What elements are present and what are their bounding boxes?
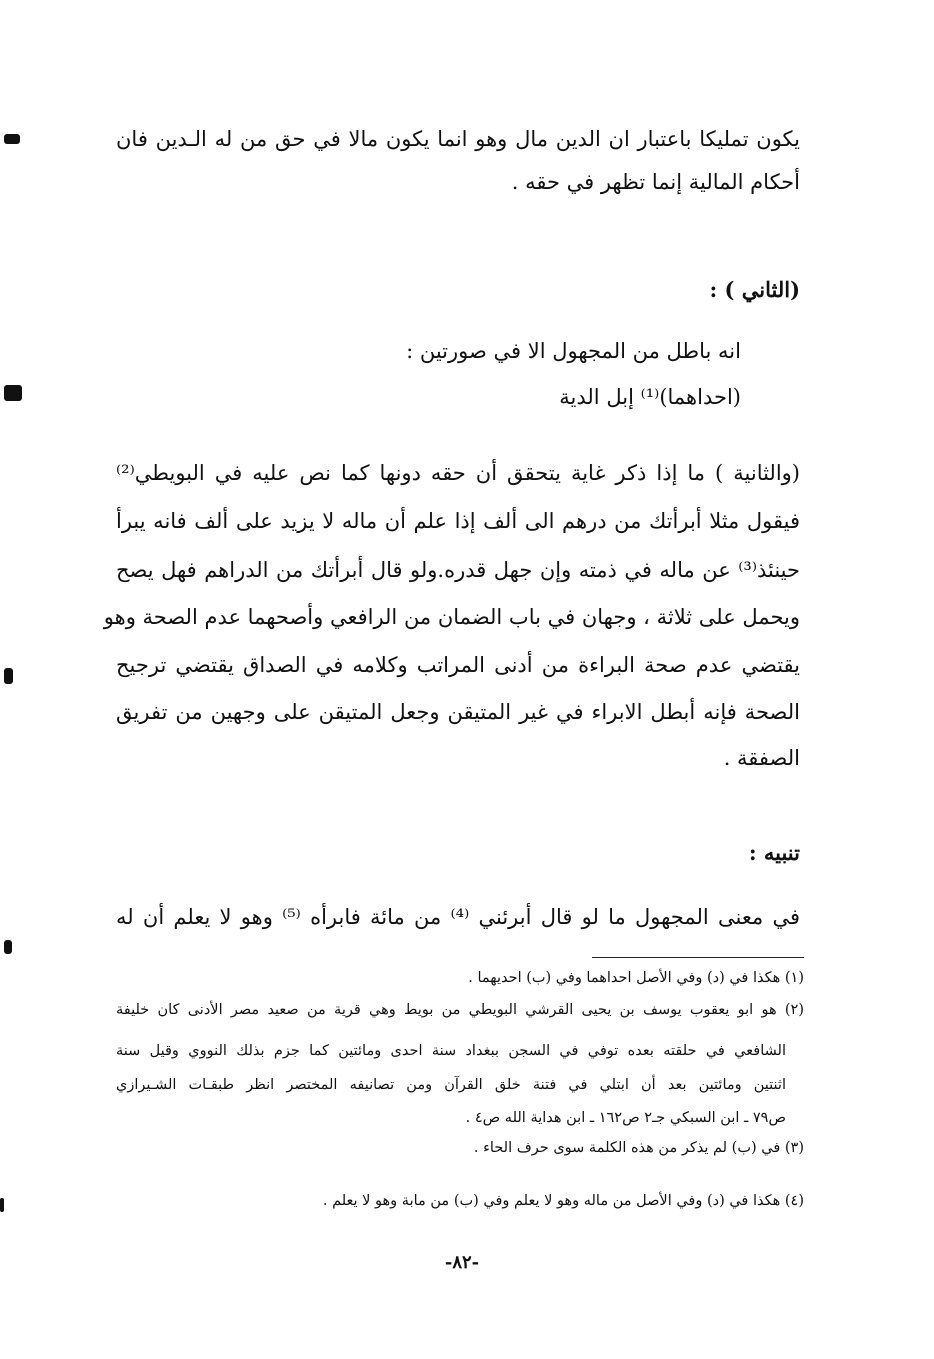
footnote: الشافعي في حلقته بعده توفي في السجن ببغداد سنة احدى ومائتين كما جزم بذلك النووي وقيل سنة: [116, 1043, 786, 1059]
body-text-line: الصحة فإنه أبطل الابراء في غير المتيقن وجعل المتيقن على وجهين من تفريق: [116, 700, 800, 724]
section-heading: (الثاني ) :: [709, 277, 800, 302]
margin-mark: [4, 668, 13, 684]
body-text-line: انه باطل من المجهول الا في صورتين :: [406, 339, 741, 363]
body-text-line: فيقول مثلا أبرأتك من درهم الى ألف إذا علم أن ماله لا يزيد على ألف فانه يبرأ: [116, 509, 800, 533]
footnote: اثنتين ومائتين بعد أن ابتلي في فتنة خلق القرآن ومن تصانيفه المختصر انظر طبقـات الشـيرازي: [116, 1077, 786, 1093]
footnote: (١) هكذا في (د) وفي الأصل احداهما وفي (ب) احديهما .: [468, 970, 804, 986]
margin-mark: [4, 385, 22, 401]
margin-mark: [4, 134, 20, 144]
footnote: ص٧٩ ـ ابن السبكي جـ٢ ص١٦٢ ـ ابن هداية الله ص٤ .: [465, 1110, 786, 1126]
margin-mark: [4, 940, 12, 954]
body-text-line: أحكام المالية إنما تظهر في حقه .: [511, 170, 800, 194]
body-text-line: يقتضي عدم صحة البراءة من أدنى المراتب وكلامه في الصداق يقتضي ترجيح: [116, 653, 800, 677]
body-text-line: حينئذ⁽³⁾ عن ماله في ذمته وإن جهل قدره.ولو قال أبرأتك من الدراهم فهل يصح: [116, 558, 800, 582]
body-text-line: الصفقة .: [723, 746, 800, 770]
body-text-line: في معنى المجهول ما لو قال أبرئني ⁽⁴⁾ من مائة فابرأه ⁽⁵⁾ وهو لا يعلم أن له: [116, 905, 800, 929]
footnote: (٤) هكذا في (د) وفي الأصل من ماله وهو لا يعلم وفي (ب) من مابة وهو لا يعلم .: [322, 1193, 804, 1209]
footnote: (٢) هو ابو يعقوب يوسف بن يحيى القرشي البويطي من بويط وهي قرية من صعيد مصر الأدنى كان خليفة: [116, 1002, 804, 1018]
body-text-line: يكون تمليكا باعتبار ان الدين مال وهو انما يكون مالا في حق من له الـدين فان: [116, 127, 800, 151]
page-number: -٨٢-: [444, 1252, 480, 1273]
body-text-line: (احداهما)⁽¹⁾ إبل الدية: [559, 385, 741, 409]
section-heading: تنبيه :: [748, 840, 800, 865]
footnote: (٣) في (ب) لم يذكر من هذه الكلمة سوى حرف الحاء .: [473, 1140, 804, 1156]
body-text-line: ويحمل على ثلاثة ، وجهان في باب الضمان من الرافعي وأصحهما عدم الصحة وهو: [103, 605, 800, 629]
margin-mark: [0, 1198, 4, 1212]
footnote-separator: [592, 957, 804, 958]
body-text-line: (والثانية ) ما إذا ذكر غاية يتحقق أن حقه دونها كما نص عليه في البويطي⁽²⁾: [116, 461, 801, 485]
